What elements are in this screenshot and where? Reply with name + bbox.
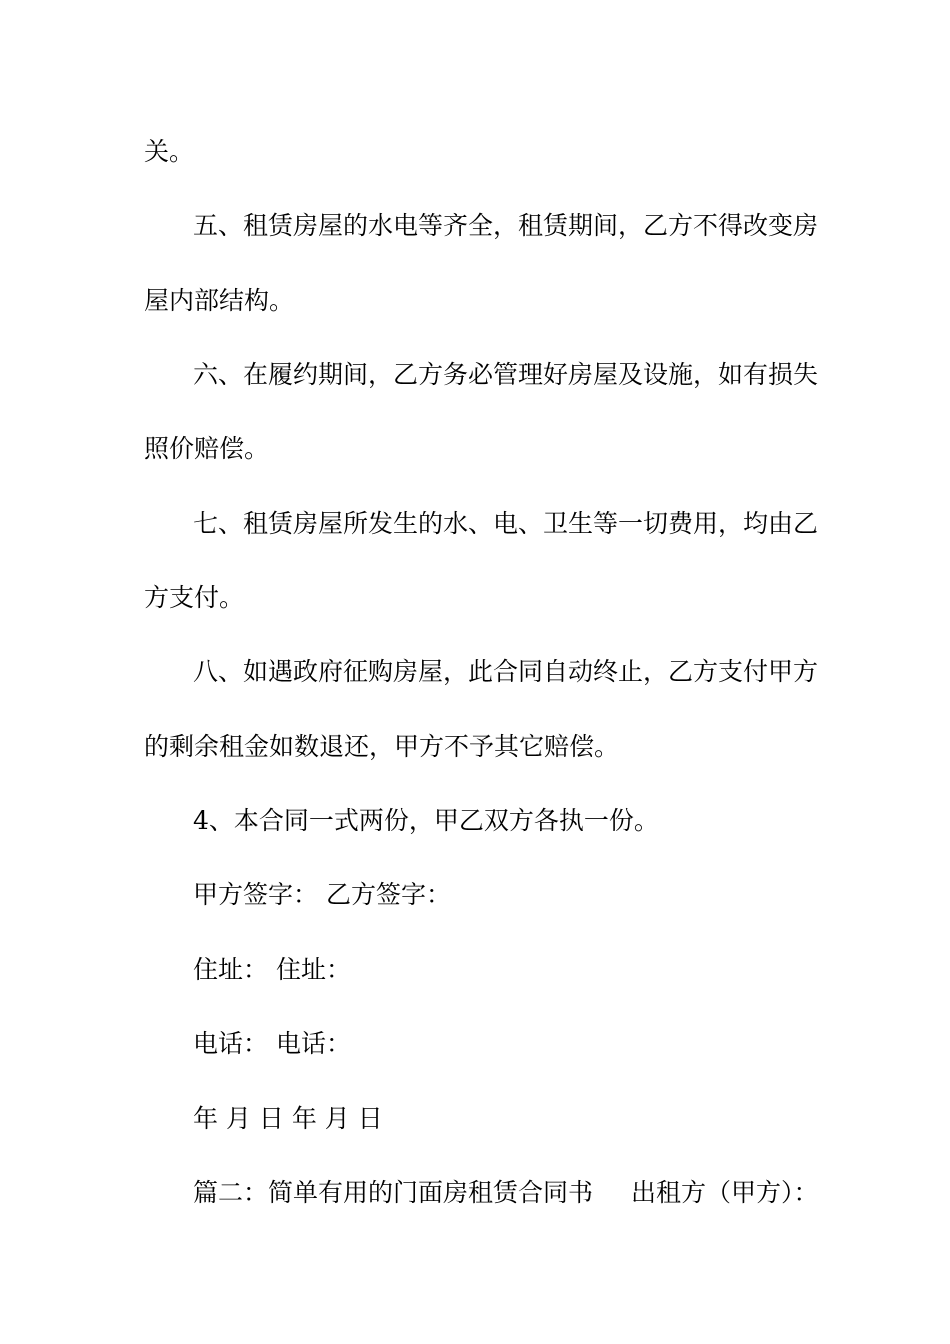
date-row: 年 月 日 年 月 日 (193, 1104, 383, 1133)
party-b-address-label: 住址： (276, 955, 352, 984)
party-a-phone-label: 电话： (193, 1029, 269, 1058)
clause-six-line-2: 照价赔偿。 (144, 434, 270, 463)
phone-row (193, 1029, 351, 1059)
party-a-signature-label: 甲方签字： (193, 880, 319, 909)
clause-seven-line-2: 方支付。 (144, 583, 245, 612)
clause-seven-line-1: 七、租赁房屋所发生的水、电、卫生等一切费用，均由乙 (193, 509, 819, 538)
party-b-signature-label: 乙方签字： (326, 880, 452, 909)
copies-clause: 4、本合同一式两份，甲乙双方各执一份。 (193, 806, 659, 835)
clause-five-line-1: 五、租赁房屋的水电等齐全，租赁期间，乙方不得改变房 (193, 211, 819, 240)
section-title: 篇二：简单有用的门面房租赁合同书 (193, 1178, 594, 1207)
lessor-label: 出租方（甲方）： (631, 1178, 819, 1207)
address-row (193, 955, 351, 985)
clause-six-line-1: 六、在履约期间，乙方务必管理好房屋及设施，如有损失 (193, 360, 819, 389)
clause-eight-line-1: 八、如遇政府征购房屋，此合同自动终止，乙方支付甲方 (193, 657, 819, 686)
signature-row (193, 880, 451, 910)
next-section-row (193, 1178, 819, 1208)
party-a-address-label: 住址： (193, 955, 269, 984)
clause-five-line-2: 屋内部结构。 (144, 286, 295, 315)
clause-eight-line-2: 的剩余租金如数退还，甲方不予其它赔偿。 (144, 732, 620, 761)
party-b-phone-label: 电话： (276, 1029, 352, 1058)
paragraph-line: 关。 (144, 137, 195, 166)
